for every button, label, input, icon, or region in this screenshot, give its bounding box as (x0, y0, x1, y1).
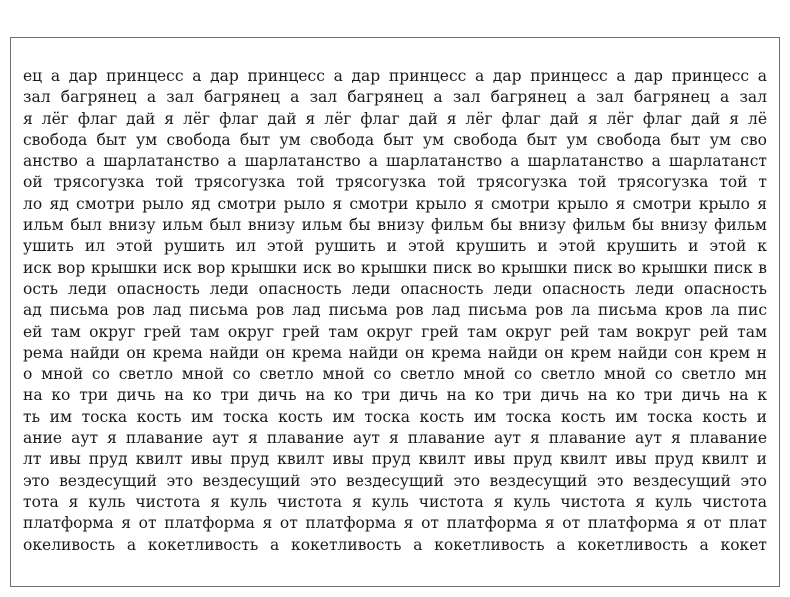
text-line: ильм был внизу ильм был внизу ильм бы внизу фильм бы внизу фильм бы внизу фильм (23, 216, 767, 235)
text-frame (10, 37, 780, 587)
text-line: лт ивы пруд квилт ивы пруд квилт ивы пруд квилт ивы пруд квилт ивы пруд квилт и (23, 450, 767, 469)
text-line: ец а дар принцесс а дар принцесс а дар принцесс а дар принцесс а дар принцесс а (23, 67, 767, 85)
text-line: ей там округ грей там округ грей там округ грей там округ рей там вокруг рей там (23, 322, 767, 341)
text-line: анство а шарлатанство а шарлатанство а шарлатанство а шарлатанство а шарлатанст (23, 152, 767, 171)
text-line: рема найди он крема найди он крема найди он крема найди он крем найди сон крем н (23, 343, 767, 362)
text-line: ость леди опасность леди опасность леди опасность леди опасность леди опасность (23, 279, 767, 298)
text-line: свобода быт ум свобода быт ум свобода быт ум свобода быт ум свобода быт ум сво (23, 130, 767, 149)
text-line: океливость а кокетливость а кокетливость а кокетливость а кокетливость а кокет (23, 535, 767, 554)
text-line: зал багрянец а зал багрянец а зал багрянец а зал багрянец а зал багрянец а зал (23, 88, 767, 107)
text-line: ой трясогузка той трясогузка той трясогузка той трясогузка той трясогузка той т (23, 173, 767, 192)
text-line: это вездесущий это вездесущий это вездесущий это вездесущий это вездесущий это (23, 471, 767, 490)
text-line: ад письма ров лад письма ров лад письма ров лад письма ров ла письма кров ла пис (23, 301, 767, 320)
text-line: тота я куль чистота я куль чистота я куль чистота я куль чистота я куль чистота (23, 492, 767, 511)
text-line: ть им тоска кость им тоска кость им тоска кость им тоска кость им тоска кость и (23, 407, 767, 426)
text-line: я лёг флаг дай я лёг флаг дай я лёг флаг дай я лёг флаг дай я лёг флаг дай я лё (23, 109, 767, 128)
text-line: ло яд смотри рыло яд смотри рыло я смотри крыло я смотри крыло я смотри крыло я (23, 194, 767, 213)
text-line: о мной со светло мной со светло мной со светло мной со светло мной со светло мн (23, 365, 767, 384)
text-line: ание аут я плавание аут я плавание аут я плавание аут я плавание аут я плавание (23, 429, 767, 448)
text-line: иск вор крышки иск вор крышки иск во крышки писк во крышки писк во крышки писк в (23, 258, 767, 277)
text-line: на ко три дичь на ко три дичь на ко три дичь на ко три дичь на ко три дичь на к (23, 386, 767, 405)
text-line: ушить ил этой рушить ил этой рушить и этой крушить и этой крушить и этой к (23, 237, 767, 256)
text-line: платформа я от платформа я от платформа я от платформа я от платформа я от плат (23, 514, 767, 533)
text-block (23, 66, 767, 556)
